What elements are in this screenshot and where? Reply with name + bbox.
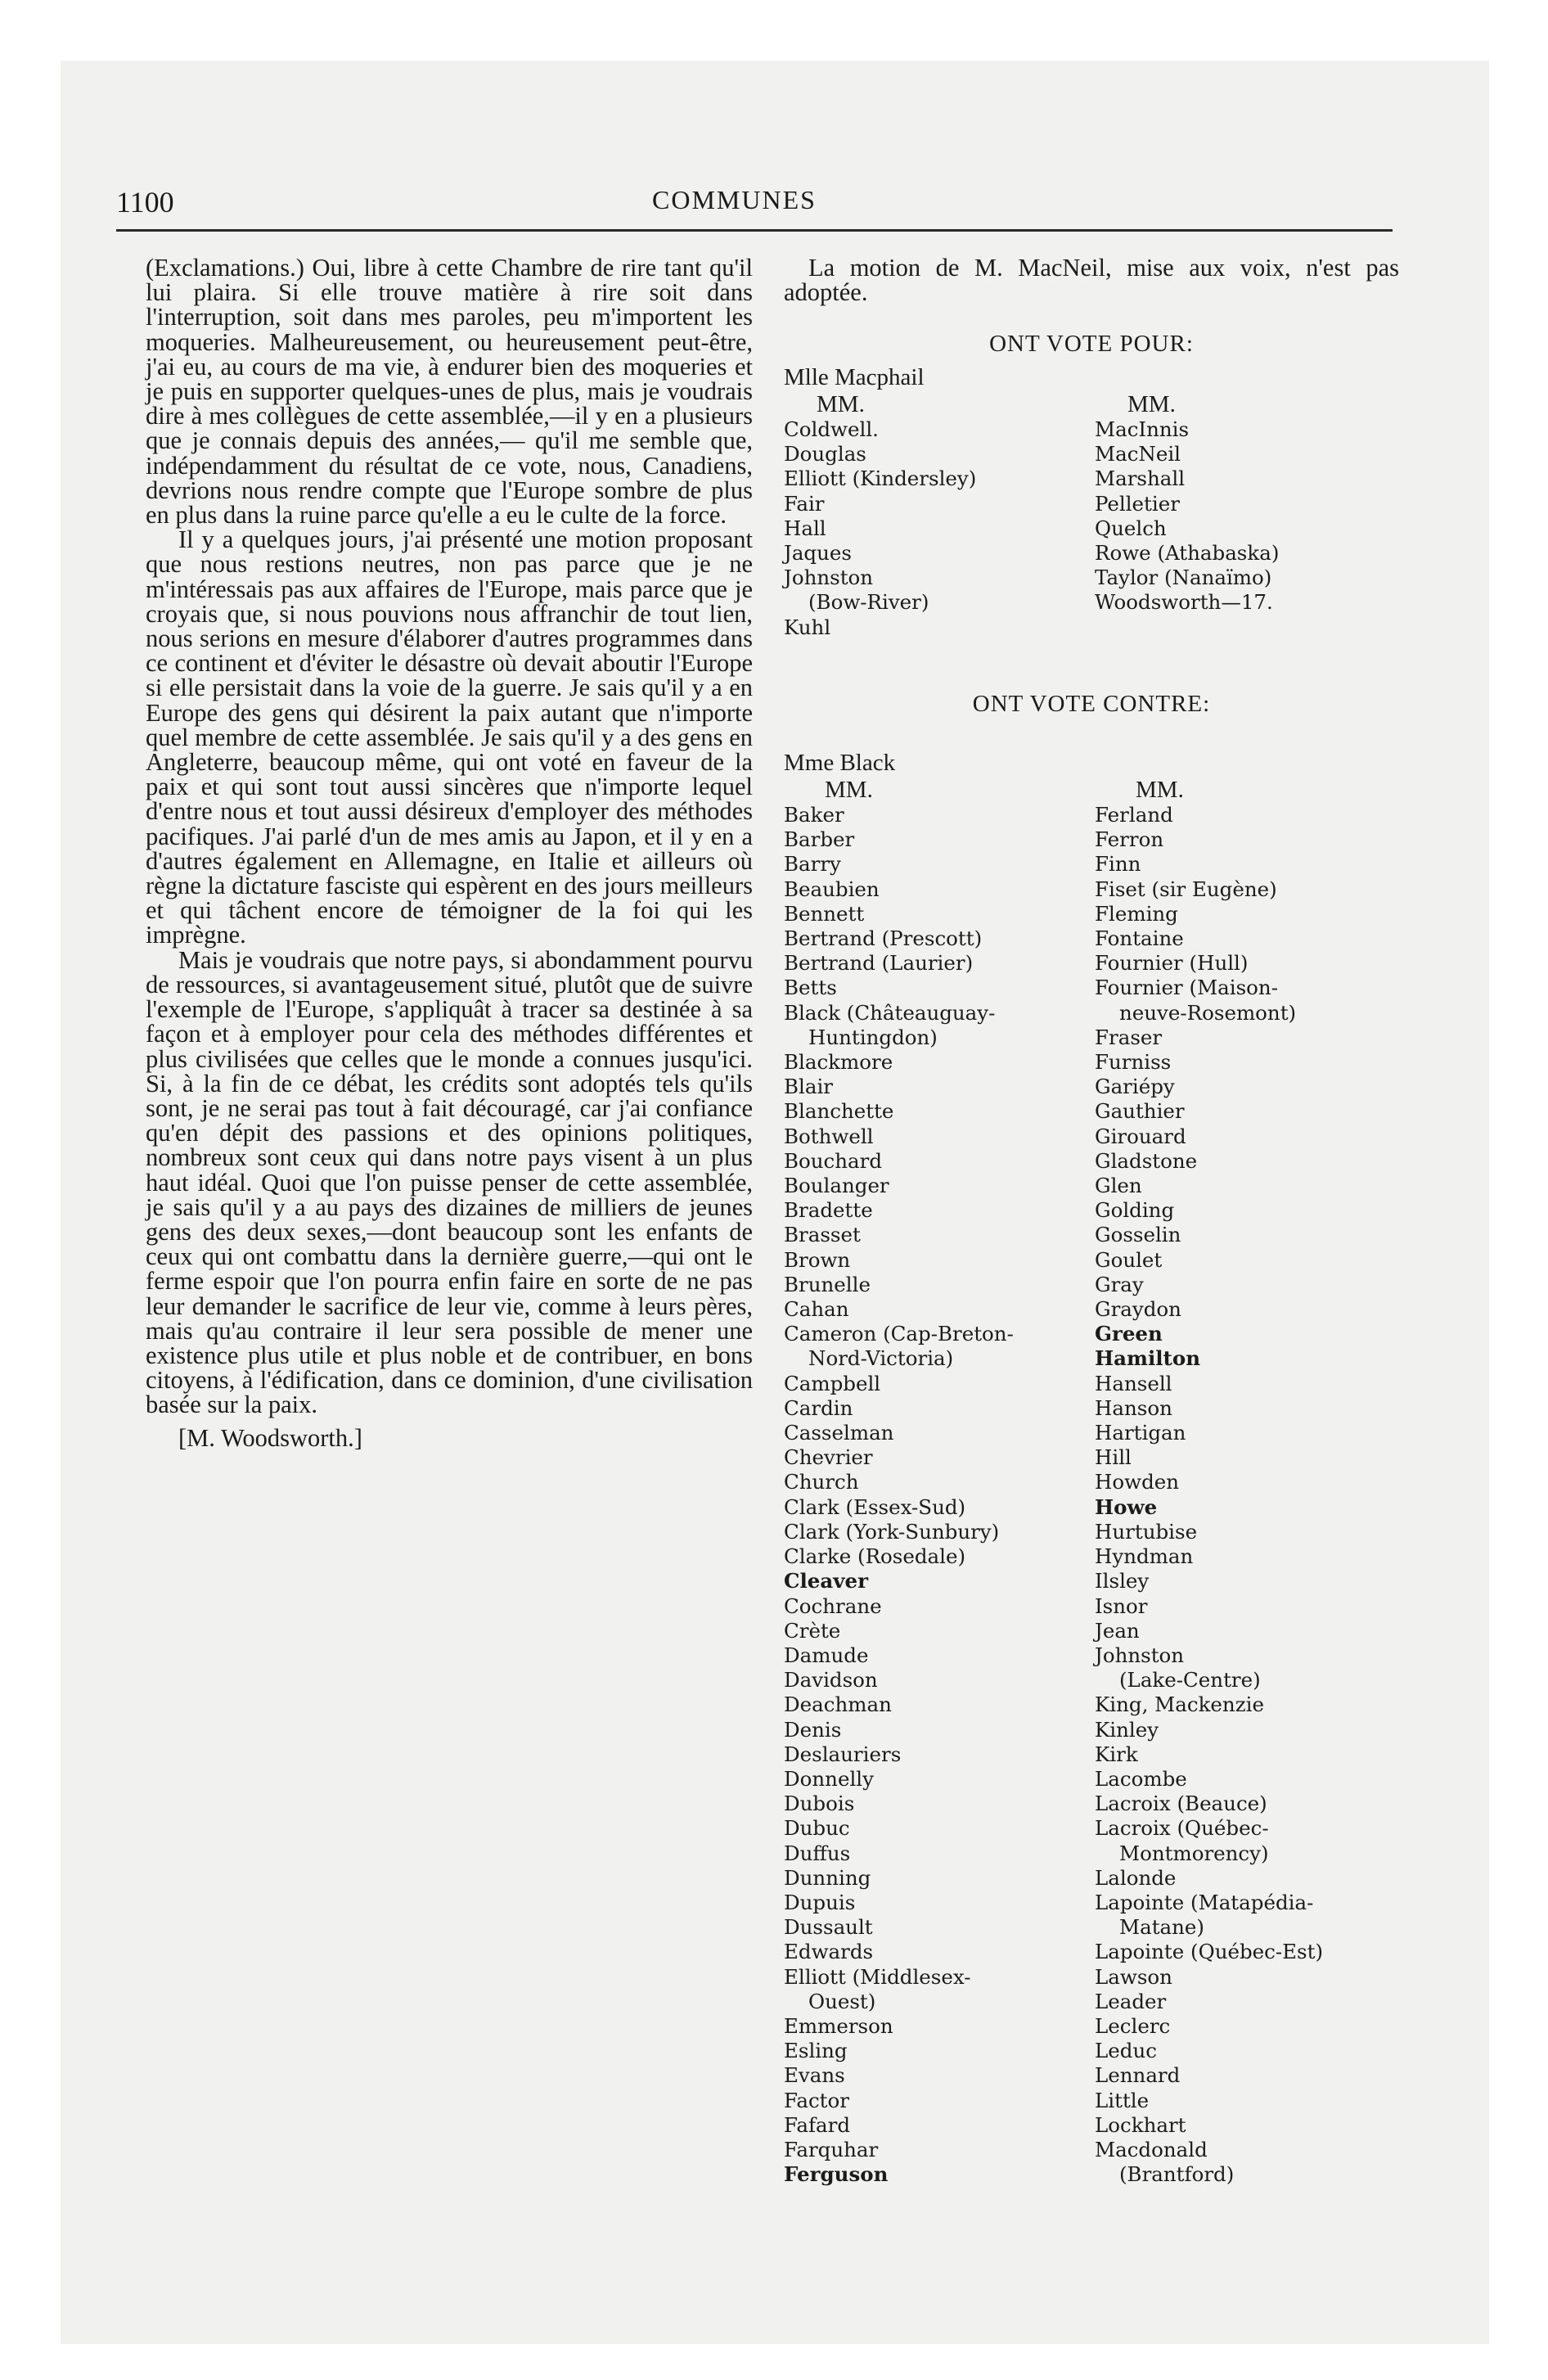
member-name: Beaubien <box>784 877 880 901</box>
header-rule <box>116 229 1393 232</box>
mm-label: MM. <box>817 391 865 417</box>
member-name: Betts <box>784 976 837 1000</box>
member-name: Quelch <box>1095 516 1167 540</box>
member-name: Crète <box>784 1618 841 1643</box>
vote-pour-mlle: Mlle Macphail <box>784 364 925 390</box>
member-name: Lennard <box>1095 2063 1181 2088</box>
member-name: Cardin <box>784 1395 853 1420</box>
member-name: Deachman <box>784 1693 892 1717</box>
member-name: Lawson <box>1095 1964 1172 1989</box>
member-name: Casselman <box>784 1421 894 1445</box>
member-name: Hill <box>1095 1445 1132 1470</box>
page-header <box>116 185 1393 234</box>
mm-label: MM. <box>825 777 873 803</box>
member-name: Ferland <box>1095 803 1173 827</box>
member-name: Lalonde <box>1095 1865 1177 1890</box>
member-name: Dubuc <box>784 1816 850 1841</box>
member-name: Damude <box>784 1643 869 1667</box>
member-name: (Bow-River) <box>808 590 929 615</box>
member-name: Blackmore <box>784 1050 893 1075</box>
vote-pour-col-1 <box>784 391 1095 640</box>
member-name: Kuhl <box>784 615 831 639</box>
member-name: Johnston <box>1095 1643 1185 1667</box>
member-name: Evans <box>784 2063 845 2088</box>
member-name: Bouchard <box>784 1148 883 1173</box>
member-name: Ilsley <box>1095 1569 1150 1593</box>
member-name: Boulanger <box>784 1174 889 1198</box>
member-name: Elliott (Kindersley) <box>784 467 977 491</box>
member-name: Goulet <box>1095 1247 1163 1272</box>
member-name: Bennett <box>784 901 865 926</box>
member-name: King, Mackenzie <box>1095 1693 1264 1717</box>
member-name: Clark (Essex-Sud) <box>784 1494 966 1519</box>
member-name: Esling <box>784 2039 848 2063</box>
member-name: Hanson <box>1095 1395 1172 1420</box>
member-name: Gray <box>1095 1272 1144 1296</box>
member-name: Rowe (Athabaska) <box>1095 541 1280 566</box>
member-name: Fafard <box>784 2112 851 2137</box>
member-name: Deslauriers <box>784 1742 902 1766</box>
member-name: Donnelly <box>784 1766 874 1791</box>
vote-pour-list <box>784 391 1399 640</box>
member-name: Elliott (Middlesex- <box>784 1964 971 1989</box>
member-name: Jaques <box>784 541 852 566</box>
vote-pour-col-2 <box>1095 391 1399 640</box>
member-name: Bertrand (Laurier) <box>784 951 974 976</box>
member-name: Denis <box>784 1717 842 1742</box>
vote-pour-title: ONT VOTE POUR: <box>989 331 1194 357</box>
member-name: Emmerson <box>784 2013 893 2038</box>
member-name: Coldwell. <box>784 417 879 441</box>
member-name: Bertrand (Prescott) <box>784 926 983 951</box>
member-name: Little <box>1095 2088 1150 2112</box>
member-name: Edwards <box>784 1940 874 1964</box>
member-name: Gosselin <box>1095 1223 1181 1247</box>
member-name: Pelletier <box>1095 491 1180 516</box>
member-name: Girouard <box>1095 1124 1186 1148</box>
vote-contre-col-2 <box>1095 777 1399 2187</box>
member-name: Howe <box>1095 1494 1158 1519</box>
member-name: Leduc <box>1095 2039 1157 2063</box>
member-name: Barber <box>784 827 855 852</box>
member-name: Cleaver <box>784 1569 869 1593</box>
paragraph-2: Il y a quelques jours, j'ai présenté une motion proposant que nous restions neutres, non pas parce que je ne m'intéressais pas aux affaires de l'Europe, mais parce que je croyais que, si nous pouvions nous affranchir de tout lien, nous serions en mesure d'élaborer d'autres programmes dans ce continent et d'éviter le désastre où devait aboutir l'Europe si elle persistait dans la voie de la guerre. Je sais qu'il y a en Europe des gens qui désirent la paix autant que n'importe quel membre de cette assemblée. Je sais qu'il y a des gens en Angleterre, beaucoup même, qui ont voté en faveur de la paix et qui sont tout aussi sincères que n'importe lequel d'entre nous et tout aussi désireux d'employer des méthodes pacifiques. J'ai parlé d'un de mes amis au Japon, et il y en a d'autres également en Allemagne, en Italie et ailleurs où règne la dictature fasciste qui espèrent en des jours meilleurs et qui tâchent encore de témoigner de la foi qui les imprègne. <box>146 525 753 949</box>
member-name: Green <box>1095 1322 1163 1346</box>
member-name: Black (Châteauguay- <box>784 1000 996 1025</box>
member-name: Hall <box>784 516 826 540</box>
member-name: Clark (York-Sunbury) <box>784 1519 1000 1544</box>
running-head: COMMUNES <box>652 185 817 214</box>
member-name: Ferron <box>1095 827 1164 852</box>
member-name: Brasset <box>784 1223 861 1247</box>
speaker-signature: [M. Woodsworth.] <box>178 1423 362 1452</box>
member-name: Gladstone <box>1095 1148 1198 1173</box>
member-name: Glen <box>1095 1174 1142 1198</box>
member-name: Factor <box>784 2088 849 2112</box>
member-name: Hansell <box>1095 1371 1172 1395</box>
name-list <box>784 803 1095 2187</box>
member-name: Huntingdon) <box>808 1025 938 1049</box>
member-name: Davidson <box>784 1668 878 1693</box>
member-name: Baker <box>784 803 844 827</box>
member-name: Brunelle <box>784 1272 871 1296</box>
member-name: Fiset (sir Eugène) <box>1095 877 1277 901</box>
member-name: Furniss <box>1095 1050 1172 1075</box>
member-name: Fontaine <box>1095 926 1184 951</box>
member-name: Taylor (Nanaïmo) <box>1095 566 1272 590</box>
member-name: Brown <box>784 1247 851 1272</box>
member-name: MacInnis <box>1095 417 1190 441</box>
vote-contre-title: ONT VOTE CONTRE: <box>972 691 1211 717</box>
member-name: Dussault <box>784 1915 873 1940</box>
member-name: Bradette <box>784 1198 873 1223</box>
member-name: Blair <box>784 1075 833 1099</box>
member-name: Ouest) <box>808 1989 876 2013</box>
member-name: Blanchette <box>784 1099 894 1124</box>
member-name: Kirk <box>1095 1742 1138 1766</box>
name-list <box>784 417 1095 640</box>
member-name: Fournier (Hull) <box>1095 951 1249 976</box>
member-name: Nord-Victoria) <box>808 1346 954 1371</box>
member-name: Lapointe (Québec-Est) <box>1095 1940 1324 1964</box>
member-name: Chevrier <box>784 1445 873 1470</box>
member-name: Hyndman <box>1095 1544 1194 1569</box>
member-name: Golding <box>1095 1198 1175 1223</box>
member-name: Clarke (Rosedale) <box>784 1544 966 1569</box>
member-name: (Brantford) <box>1119 2162 1235 2187</box>
right-column <box>784 254 1399 2187</box>
member-name: Bothwell <box>784 1124 874 1148</box>
member-name: Lacombe <box>1095 1766 1187 1791</box>
paragraph-3: Mais je voudrais que notre pays, si abondamment pourvu de ressources, si avantageusement situé, plutôt que de suivre l'exemple de l'Europe, s'appliquât à tracer sa destinée à sa façon et à employer pour cela des méthodes différentes et plus civilisées que celles que le monde a connues jusqu'ici. Si, à la fin de ce débat, les crédits sont adoptés tels qu'ils sont, je ne serai pas tout à fait découragé, car j'ai confiance qu'en dépit des passions et des opinions politiques, nombreux sont ceux qui dans notre pays visent à un plus haut idéal. Quoi que l'on puisse penser de cette assemblée, je sais qu'il y a au pays des dizaines de milliers de jeunes gens des deux sexes,—dont beaucoup sont les enfants de ceux qui ont combattu dans la dernière guerre,—qui ont le ferme espoir que l'on pourra enfin faire en sorte de ne pas leur demander le sacrifice de leur vie, comme à leurs pères, mais qu'au contraire il leur sera possible de mener une existence plus utile et plus noble et de contribuer, en bons citoyens, à l'édification, dans ce dominion, d'une civilisation basée sur la paix. <box>146 945 753 1419</box>
member-name: Hurtubise <box>1095 1519 1198 1544</box>
member-name: (Lake-Centre) <box>1119 1668 1261 1693</box>
member-name: MacNeil <box>1095 442 1181 467</box>
vote-contre-list <box>784 777 1399 2187</box>
member-name: neuve-Rosemont) <box>1119 1000 1297 1025</box>
motion-result: La motion de M. MacNeil, mise aux voix, n'est pas adoptée. <box>784 254 1399 306</box>
member-name: Hartigan <box>1095 1421 1186 1445</box>
member-name: Cameron (Cap-Breton- <box>784 1322 1014 1346</box>
vote-contre-mme: Mme Black <box>784 750 896 776</box>
member-name: Dunning <box>784 1865 871 1890</box>
member-name: Kinley <box>1095 1717 1159 1742</box>
member-name: Duffus <box>784 1841 851 1865</box>
name-list <box>1095 417 1399 615</box>
member-name: Matane) <box>1119 1915 1204 1940</box>
member-name: Finn <box>1095 852 1141 877</box>
member-name: Ferguson <box>784 2162 889 2187</box>
mm-label: MM. <box>1136 777 1184 803</box>
member-name: Leader <box>1095 1989 1167 2013</box>
member-name: Woodsworth—17. <box>1095 590 1273 615</box>
member-name: Johnston <box>784 566 874 590</box>
page-number: 1100 <box>116 186 174 219</box>
member-name: Dupuis <box>784 1890 856 1914</box>
member-name: Cahan <box>784 1297 849 1322</box>
vote-contre-col-1 <box>784 777 1095 2187</box>
mm-label: MM. <box>1127 391 1176 417</box>
member-name: Isnor <box>1095 1593 1148 1618</box>
member-name: Jean <box>1095 1618 1140 1643</box>
member-name: Fleming <box>1095 901 1178 926</box>
member-name: Farquhar <box>784 2137 879 2161</box>
member-name: Macdonald <box>1095 2137 1208 2161</box>
vote-contre-section <box>784 743 1399 2187</box>
member-name: Lacroix (Québec- <box>1095 1816 1269 1841</box>
member-name: Graydon <box>1095 1297 1181 1322</box>
member-name: Dubois <box>784 1792 855 1816</box>
member-name: Howden <box>1095 1470 1180 1494</box>
member-name: Hamilton <box>1095 1346 1201 1371</box>
member-name: Barry <box>784 852 841 877</box>
member-name: Fournier (Maison- <box>1095 976 1278 1000</box>
member-name: Fraser <box>1095 1025 1163 1049</box>
member-name: Montmorency) <box>1119 1841 1269 1865</box>
name-list <box>1095 803 1399 2187</box>
member-name: Campbell <box>784 1371 881 1395</box>
member-name: Leclerc <box>1095 2013 1171 2038</box>
member-name: Cochrane <box>784 1593 882 1618</box>
member-name: Fair <box>784 491 825 516</box>
member-name: Douglas <box>784 442 866 467</box>
member-name: Lacroix (Beauce) <box>1095 1792 1267 1816</box>
member-name: Gariépy <box>1095 1075 1175 1099</box>
member-name: Lapointe (Matapédia- <box>1095 1890 1314 1914</box>
member-name: Marshall <box>1095 467 1186 491</box>
member-name: Lockhart <box>1095 2112 1186 2137</box>
member-name: Church <box>784 1470 859 1494</box>
paragraph-1: (Exclamations.) Oui, libre à cette Chambre de rire tant qu'il lui plaira. Si elle trouve matière à rire soit dans l'interruption, soit dans mes paroles, peu m'importent les moqueries. Malheureusement, ou heureusement peut-être, j'ai eu, au cours de ma vie, à endurer bien des moqueries et je puis en supporter quelques-unes de plus, mais je voudrais dire à mes collègues de cette assemblée,—il y en a plusieurs que je connais depuis des années,— qu'il me semble que, indépendamment du résultat de ce vote, nous, Canadiens, devrions nous rendre compte que l'Europe sombre de plus en plus dans la ruine parce qu'elle a eu le culte de la force. <box>146 254 753 530</box>
left-column <box>146 255 753 1450</box>
member-name: Gauthier <box>1095 1099 1185 1124</box>
